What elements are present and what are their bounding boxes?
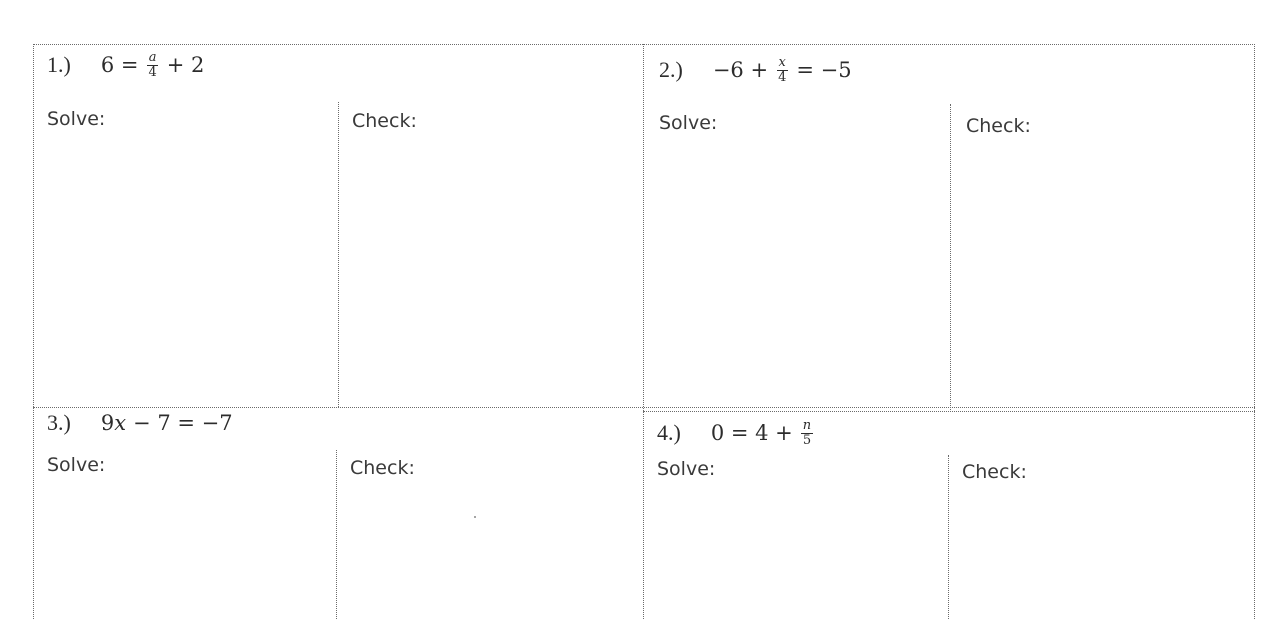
problem-2-fraction bbox=[776, 56, 788, 84]
problem-2-check-label: Check: bbox=[966, 115, 1031, 137]
problem-3-solve-label: Solve: bbox=[47, 454, 106, 476]
problem-2-equation-lhs: −6 + bbox=[712, 58, 769, 82]
paper-speck bbox=[474, 516, 476, 518]
problem-1-equation-lhs: 6 = bbox=[100, 53, 139, 77]
problem-3-coefficient: 9 bbox=[100, 411, 115, 435]
problem-4-solve-label: Solve: bbox=[657, 458, 716, 480]
problem-2-number: 2.) bbox=[659, 57, 683, 82]
problem-3-check-label: Check: bbox=[350, 457, 415, 479]
grid-top-border bbox=[33, 44, 1255, 45]
problem-1-equation bbox=[101, 51, 205, 79]
problem-1-heading bbox=[47, 45, 204, 85]
solve-check-divider-1 bbox=[338, 102, 339, 407]
problem-4-fraction-numerator: n bbox=[802, 417, 812, 433]
problem-2-heading bbox=[659, 49, 852, 91]
problem-4-check-label: Check: bbox=[962, 461, 1027, 483]
problem-4-equation-lhs: 0 = 4 + bbox=[710, 421, 793, 445]
problem-2-fraction-denominator: 4 bbox=[778, 69, 787, 85]
problem-1-solve-label: Solve: bbox=[47, 108, 106, 130]
problem-1-fraction-denominator: 4 bbox=[148, 64, 157, 80]
problem-3-equation bbox=[101, 411, 233, 435]
problem-2-fraction-numerator: x bbox=[778, 54, 786, 70]
problem-3-equation-rest: − 7 = −7 bbox=[133, 411, 233, 435]
problem-3-heading bbox=[47, 408, 233, 438]
problem-3-variable: x bbox=[114, 411, 127, 435]
grid-center-divider bbox=[643, 44, 644, 619]
grid-left-border bbox=[33, 44, 34, 619]
problem-2-equation bbox=[713, 56, 852, 84]
problem-3-number: 3.) bbox=[47, 410, 71, 435]
problem-2-equation-rhs: = −5 bbox=[796, 58, 852, 82]
solve-check-divider-3 bbox=[336, 450, 337, 619]
problem-1-fraction-numerator: a bbox=[148, 49, 157, 65]
solve-check-divider-2 bbox=[950, 104, 951, 410]
problem-1-fraction bbox=[146, 51, 158, 79]
problem-4-number: 4.) bbox=[657, 420, 681, 445]
problem-2-solve-label: Solve: bbox=[659, 112, 718, 134]
problem-1-check-label: Check: bbox=[352, 110, 417, 132]
problem-4-fraction-denominator: 5 bbox=[802, 432, 812, 448]
problem-4-heading bbox=[657, 412, 814, 454]
problem-1-number: 1.) bbox=[47, 52, 71, 77]
solve-check-divider-4 bbox=[948, 455, 949, 619]
grid-right-border bbox=[1254, 44, 1255, 619]
problem-1-equation-rhs: + 2 bbox=[166, 53, 205, 77]
problem-4-fraction bbox=[801, 419, 813, 447]
problem-4-equation bbox=[711, 419, 814, 447]
cropped-page-header bbox=[560, 0, 860, 9]
